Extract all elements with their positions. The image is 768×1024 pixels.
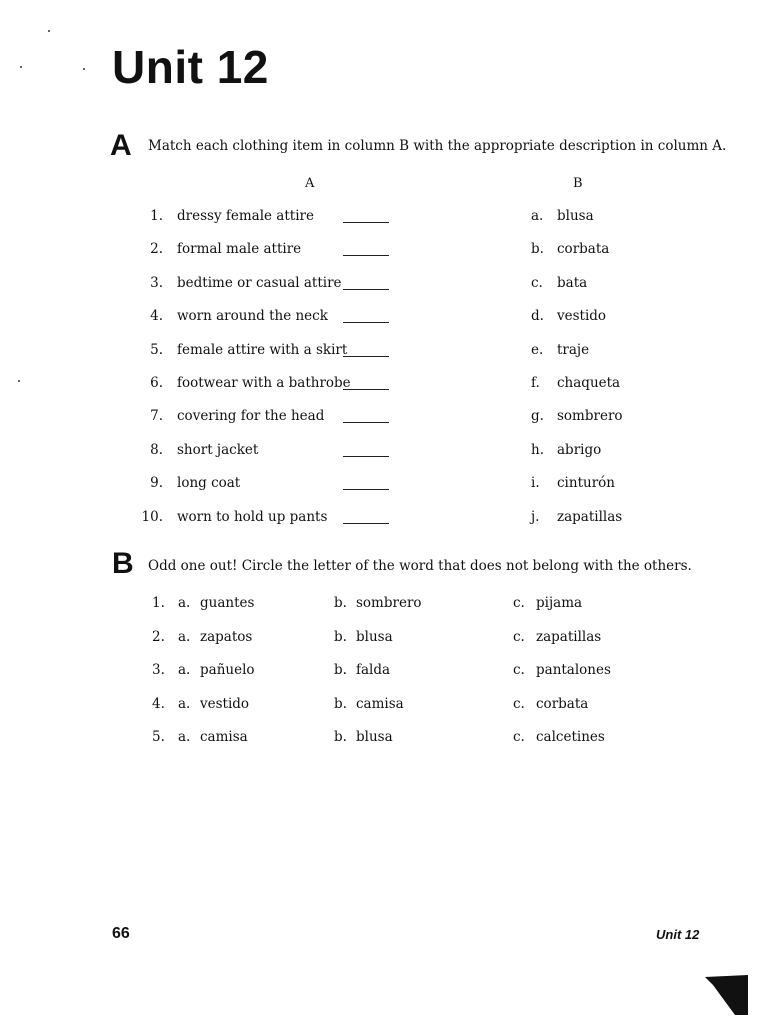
option-word: chaqueta	[557, 375, 621, 391]
answer-blank[interactable]	[343, 322, 389, 323]
page-number: 66	[112, 925, 130, 942]
option-word: blusa	[557, 208, 594, 224]
item-number: 6.	[150, 375, 163, 391]
option-word: corbata	[557, 241, 610, 257]
choice-a-letter[interactable]: a.	[178, 696, 191, 712]
choice-b-letter[interactable]: b.	[334, 595, 347, 611]
page-title: Unit 12	[112, 41, 269, 93]
choice-c-letter[interactable]: c.	[513, 595, 525, 611]
item-number: 3.	[150, 275, 163, 291]
item-description: footwear with a bathrobe	[177, 375, 351, 391]
question-number: 1.	[152, 595, 165, 611]
choice-c-letter[interactable]: c.	[513, 729, 525, 745]
question-number: 3.	[152, 662, 165, 678]
item-number: 2.	[150, 241, 163, 257]
choice-c-letter[interactable]: c.	[513, 696, 525, 712]
item-description: formal male attire	[177, 241, 302, 257]
footer-unit-label: Unit 12	[656, 927, 700, 942]
option-letter: j.	[531, 509, 540, 525]
answer-blank[interactable]	[343, 489, 389, 490]
item-number: 4.	[150, 308, 163, 324]
choice-a-word: zapatos	[200, 629, 253, 645]
choice-c-word: zapatillas	[536, 629, 602, 645]
scan-speck	[83, 68, 85, 70]
option-letter: f.	[531, 375, 540, 391]
answer-blank[interactable]	[343, 255, 389, 256]
question-number: 4.	[152, 696, 165, 712]
choice-c-word: pijama	[536, 595, 583, 611]
column-a-header: A	[305, 176, 315, 191]
option-word: traje	[557, 342, 590, 358]
section-b-letter: B	[112, 547, 134, 580]
column-b-header: B	[573, 176, 583, 191]
option-letter: a.	[531, 208, 544, 224]
item-description: female attire with a skirt	[177, 342, 348, 358]
question-number: 5.	[152, 729, 165, 745]
answer-blank[interactable]	[343, 422, 389, 423]
scan-speck	[18, 380, 20, 382]
item-description: long coat	[177, 475, 241, 491]
item-number: 9.	[150, 475, 163, 491]
choice-b-word: sombrero	[356, 595, 422, 611]
choice-a-word: pañuelo	[200, 662, 255, 678]
item-number: 10.	[141, 509, 163, 525]
item-description: worn to hold up pants	[177, 509, 328, 525]
choice-a-letter[interactable]: a.	[178, 662, 191, 678]
scan-speck	[48, 30, 50, 32]
answer-blank[interactable]	[343, 289, 389, 290]
choice-b-word: camisa	[356, 696, 404, 712]
item-number: 7.	[150, 408, 163, 424]
choice-c-letter[interactable]: c.	[513, 629, 525, 645]
choice-b-letter[interactable]: b.	[334, 696, 347, 712]
option-letter: b.	[531, 241, 544, 257]
item-number: 5.	[150, 342, 163, 358]
choice-a-letter[interactable]: a.	[178, 629, 191, 645]
answer-blank[interactable]	[343, 222, 389, 223]
option-word: sombrero	[557, 408, 623, 424]
option-word: abrigo	[557, 442, 602, 458]
choice-c-word: calcetines	[536, 729, 605, 745]
choice-c-word: pantalones	[536, 662, 611, 678]
choice-a-word: guantes	[200, 595, 255, 611]
item-description: worn around the neck	[177, 308, 328, 324]
option-letter: g.	[531, 408, 544, 424]
choice-c-word: corbata	[536, 696, 589, 712]
option-letter: c.	[531, 275, 543, 291]
option-word: cinturón	[557, 475, 615, 491]
option-letter: i.	[531, 475, 540, 491]
choice-b-letter[interactable]: b.	[334, 729, 347, 745]
item-number: 8.	[150, 442, 163, 458]
item-description: short jacket	[177, 442, 259, 458]
answer-blank[interactable]	[343, 356, 389, 357]
option-letter: d.	[531, 308, 544, 324]
item-description: bedtime or casual attire	[177, 275, 342, 291]
answer-blank[interactable]	[343, 523, 389, 524]
scan-speck	[20, 66, 22, 68]
section-a-letter: A	[110, 129, 132, 162]
choice-a-word: camisa	[200, 729, 248, 745]
answer-blank[interactable]	[343, 389, 389, 390]
choice-a-letter[interactable]: a.	[178, 595, 191, 611]
choice-a-word: vestido	[200, 696, 250, 712]
item-description: dressy female attire	[177, 208, 314, 224]
option-word: zapatillas	[557, 509, 623, 525]
option-word: bata	[557, 275, 588, 291]
choice-b-word: blusa	[356, 629, 393, 645]
choice-c-letter[interactable]: c.	[513, 662, 525, 678]
section-b-instruction: Odd one out! Circle the letter of the word that does not belong with the others.	[148, 558, 692, 574]
choice-a-letter[interactable]: a.	[178, 729, 191, 745]
answer-blank[interactable]	[343, 456, 389, 457]
item-number: 1.	[150, 208, 163, 224]
choice-b-letter[interactable]: b.	[334, 662, 347, 678]
choice-b-word: falda	[356, 662, 391, 678]
section-a-instruction: Match each clothing item in column B with the appropriate description in column A.	[148, 138, 727, 154]
option-word: vestido	[557, 308, 607, 324]
item-description: covering for the head	[177, 408, 325, 424]
scan-edge-shadow	[705, 975, 748, 1015]
choice-b-word: blusa	[356, 729, 393, 745]
choice-b-letter[interactable]: b.	[334, 629, 347, 645]
option-letter: e.	[531, 342, 544, 358]
question-number: 2.	[152, 629, 165, 645]
option-letter: h.	[531, 442, 544, 458]
